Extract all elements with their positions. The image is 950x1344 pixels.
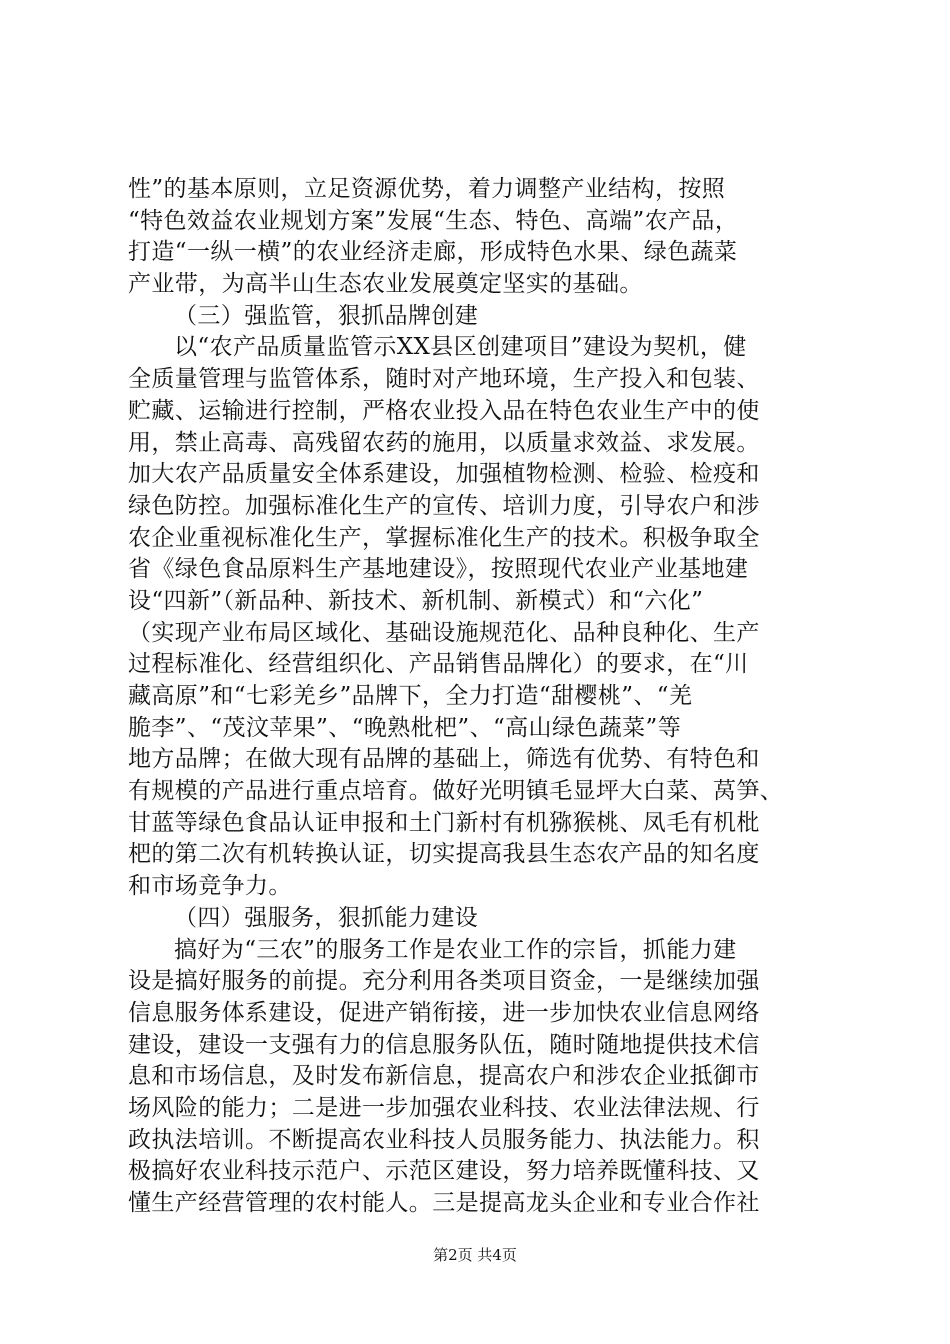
body-line: 极搞好农业科技示范户、示范区建设，努力培养既懂科技、又 <box>128 1158 760 1185</box>
body-line: 懂生产经营管理的农村能人。三是提高龙头企业和专业合作社 <box>128 1190 760 1216</box>
body-line: 产业带，为高半山生态农业发展奠定坚实的基础。 <box>128 271 643 298</box>
body-line: 设“四新”（新品种、新技术、新机制、新模式）和“六化” <box>128 587 704 614</box>
paragraph-first-line: 以“农产品质量监管示XX县区创建项目”建设为契机，健 <box>174 334 747 361</box>
body-line: 藏高原”和“七彩羌乡”品牌下，全力打造“甜樱桃”、“羌 <box>128 683 693 709</box>
body-line: 省《绿色食品原料生产基地建设》，按照现代农业产业基地建 <box>128 556 749 583</box>
body-line: 建设，建设一支强有力的信息服务队伍，随时随地提供技术信 <box>128 1031 760 1058</box>
body-line: 全质量管理与监管体系，随时对产地环境，生产投入和包装、 <box>128 366 760 393</box>
body-line: 打造“一纵一横”的农业经济走廊，形成特色水果、绿色蔬菜 <box>128 239 738 266</box>
body-line: 甘蓝等绿色食品认证申报和土门新村有机猕猴桃、凤毛有机枇 <box>128 809 760 836</box>
body-line: 农企业重视标准化生产，掌握标准化生产的技术。积极争取全 <box>128 524 760 551</box>
section-heading-four: （四）强服务，狠抓能力建设 <box>174 904 479 931</box>
body-line: 贮藏、运输进行控制，严格农业投入品在特色农业生产中的使 <box>128 397 760 424</box>
body-line: 性”的基本原则，立足资源优势，着力调整产业结构，按照 <box>128 176 726 202</box>
section-heading-three: （三）强监管，狠抓品牌创建 <box>174 302 479 329</box>
body-line: 场风险的能力；二是进一步加强农业科技、农业法律法规、行 <box>128 1094 760 1121</box>
body-line: “特色效益农业规划方案”发展“生态、特色、高端”农产品， <box>128 207 739 234</box>
body-line: 和市场竞争力。 <box>128 873 292 900</box>
body-line: 设是搞好服务的前提。充分利用各类项目资金，一是继续加强 <box>128 968 760 995</box>
body-line: 政执法培训。不断提高农业科技人员服务能力、执法能力。积 <box>128 1126 760 1153</box>
page-number-footer: 第2页 共4页 <box>433 1246 517 1264</box>
body-line: 有规模的产品进行重点培育。做好光明镇毛显坪大白菜、莴笋、 <box>128 778 784 805</box>
body-line: 过程标准化、经营组织化、产品销售品牌化）的要求，在“川 <box>128 651 749 678</box>
body-line: 地方品牌；在做大现有品牌的基础上，筛选有优势、有特色和 <box>128 746 760 773</box>
body-line: 脆李”、“茂汶苹果”、“晚熟枇杷”、“高山绿色蔬菜”等 <box>128 714 682 741</box>
body-line: 杷的第二次有机转换认证，切实提高我县生态农产品的知名度 <box>128 841 760 868</box>
body-line: 用，禁止高毒、高残留农药的施用，以质量求效益、求发展。 <box>128 429 760 456</box>
body-line: 息和市场信息，及时发布新信息，提高农户和涉农企业抵御市 <box>128 1063 760 1090</box>
body-line: 绿色防控。加强标准化生产的宣传、培训力度，引导农户和涉 <box>128 492 760 519</box>
body-line: 信息服务体系建设，促进产销衔接，进一步加快农业信息网络 <box>128 999 760 1026</box>
body-line: （实现产业布局区域化、基础设施规范化、品种良种化、生产 <box>128 619 760 646</box>
body-line: 加大农产品质量安全体系建设，加强植物检测、检验、检疫和 <box>128 461 760 488</box>
document-body <box>128 174 838 1220</box>
paragraph-first-line: 搞好为“三农”的服务工作是农业工作的宗旨，抓能力建 <box>174 936 737 963</box>
